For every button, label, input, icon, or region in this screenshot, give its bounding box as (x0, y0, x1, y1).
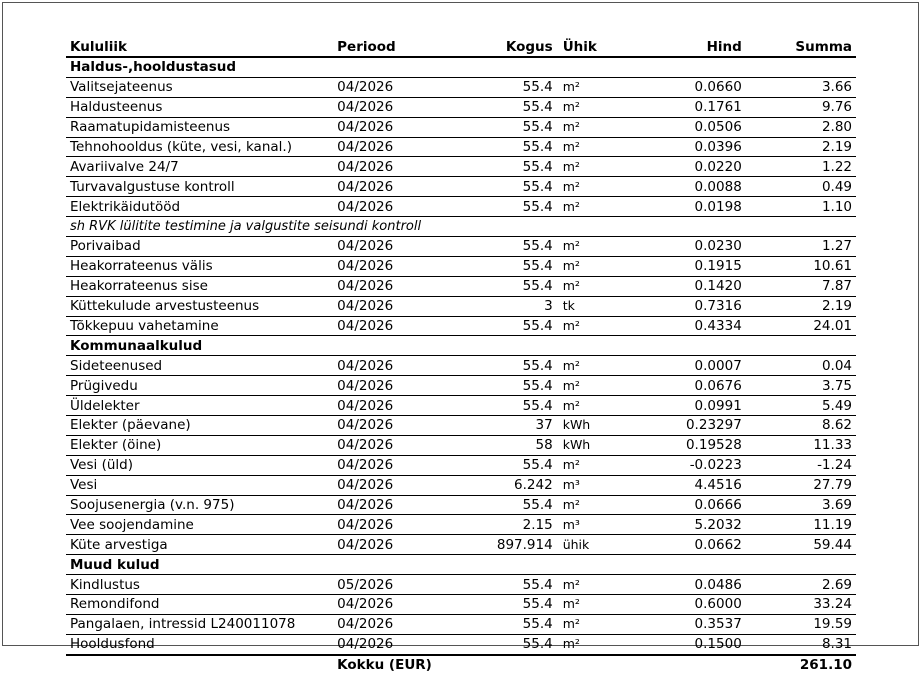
cell-period: 05/2026 (333, 575, 432, 595)
section-header-row (66, 555, 856, 575)
cell-period: 04/2026 (333, 256, 432, 276)
cell-period: 04/2026 (333, 416, 432, 436)
cell-period: 04/2026 (333, 595, 432, 615)
cell-price: 0.0991 (607, 396, 745, 416)
cell-period: 04/2026 (333, 316, 432, 336)
cell-name: Vesi (66, 475, 333, 495)
cell-sum: 59.44 (746, 535, 856, 555)
cell-unit: m² (559, 595, 608, 615)
cell-name: Vee soojendamine (66, 515, 333, 535)
cell-qty: 55.4 (432, 595, 558, 615)
cell-unit: m² (559, 495, 608, 515)
cell-qty: 55.4 (432, 634, 558, 654)
cell-unit: m² (559, 237, 608, 257)
cell-period: 04/2026 (333, 376, 432, 396)
cell-sum: 24.01 (746, 316, 856, 336)
cell-price: 0.7316 (607, 296, 745, 316)
cell-qty: 55.4 (432, 177, 558, 197)
cell-period: 04/2026 (333, 77, 432, 97)
cell-unit: m² (559, 97, 608, 117)
cell-unit: m² (559, 376, 608, 396)
cell-period: 04/2026 (333, 177, 432, 197)
cell-name: Küttekulude arvestusteenus (66, 296, 333, 316)
cell-price: 0.19528 (607, 435, 745, 455)
table-row (66, 316, 856, 336)
cell-name: Valitsejateenus (66, 77, 333, 97)
cell-sum: 5.49 (746, 396, 856, 416)
cell-price: 0.0198 (607, 197, 745, 217)
cost-table (66, 37, 856, 675)
cell-unit: ühik (559, 535, 608, 555)
cell-name: Haldusteenus (66, 97, 333, 117)
cell-price: -0.0223 (607, 455, 745, 475)
table-row (66, 276, 856, 296)
header-row (66, 37, 856, 57)
table-row (66, 77, 856, 97)
cell-qty: 6.242 (432, 475, 558, 495)
cell-sum: 33.24 (746, 595, 856, 615)
cell-price: 0.1420 (607, 276, 745, 296)
table-row (66, 435, 856, 455)
cell-period: 04/2026 (333, 276, 432, 296)
section-header-row (66, 336, 856, 356)
cell-price: 0.0486 (607, 575, 745, 595)
cell-period: 04/2026 (333, 356, 432, 376)
cell-price: 0.0662 (607, 535, 745, 555)
header-price: Hind (607, 37, 745, 57)
cell-qty: 55.4 (432, 614, 558, 634)
header-unit: Ühik (559, 37, 608, 57)
note-text: sh RVK lülitite testimine ja valgustite seisundi kontroll (66, 217, 856, 237)
cell-period: 04/2026 (333, 435, 432, 455)
cell-name: Raamatupidamisteenus (66, 117, 333, 137)
cell-sum: 2.19 (746, 296, 856, 316)
cell-period: 04/2026 (333, 535, 432, 555)
table-row (66, 515, 856, 535)
cell-name: Avariivalve 24/7 (66, 157, 333, 177)
cell-sum: 11.19 (746, 515, 856, 535)
cell-sum: 2.69 (746, 575, 856, 595)
table-row (66, 614, 856, 634)
cell-name: Tõkkepuu vahetamine (66, 316, 333, 336)
cell-period: 04/2026 (333, 117, 432, 137)
table-row (66, 396, 856, 416)
table-row (66, 356, 856, 376)
cell-name: Elekter (päevane) (66, 416, 333, 436)
cell-price: 0.1761 (607, 97, 745, 117)
cell-sum: 2.19 (746, 137, 856, 157)
cell-price: 0.0007 (607, 356, 745, 376)
cell-sum: 1.27 (746, 237, 856, 257)
cell-qty: 55.4 (432, 117, 558, 137)
table-row (66, 495, 856, 515)
table-row (66, 256, 856, 276)
cell-sum: 19.59 (746, 614, 856, 634)
table-row (66, 117, 856, 137)
cell-price: 0.0220 (607, 157, 745, 177)
cell-qty: 55.4 (432, 276, 558, 296)
cell-sum: 8.31 (746, 634, 856, 654)
cell-name: Vesi (üld) (66, 455, 333, 475)
cell-name: Üldelekter (66, 396, 333, 416)
cell-period: 04/2026 (333, 157, 432, 177)
section-title: Haldus-,hooldustasud (66, 57, 856, 77)
cell-qty: 55.4 (432, 356, 558, 376)
table-row (66, 296, 856, 316)
cell-price: 0.4334 (607, 316, 745, 336)
cell-sum: 8.62 (746, 416, 856, 436)
cell-sum: 9.76 (746, 97, 856, 117)
cell-period: 04/2026 (333, 296, 432, 316)
cell-unit: m² (559, 177, 608, 197)
cell-sum: 10.61 (746, 256, 856, 276)
cell-price: 0.0230 (607, 237, 745, 257)
header-qty: Kogus (432, 37, 558, 57)
cell-name: Soojusenergia (v.n. 975) (66, 495, 333, 515)
cell-unit: m² (559, 316, 608, 336)
cell-price: 5.2032 (607, 515, 745, 535)
cell-sum: 0.04 (746, 356, 856, 376)
cell-qty: 55.4 (432, 376, 558, 396)
cell-price: 0.0396 (607, 137, 745, 157)
section-title: Kommunaalkulud (66, 336, 856, 356)
cell-qty: 55.4 (432, 495, 558, 515)
cell-qty: 55.4 (432, 455, 558, 475)
cell-price: 0.1500 (607, 634, 745, 654)
table-row (66, 237, 856, 257)
cell-sum: 11.33 (746, 435, 856, 455)
table-row (66, 416, 856, 436)
cell-unit: m² (559, 614, 608, 634)
table-row (66, 137, 856, 157)
cell-qty: 55.4 (432, 157, 558, 177)
cell-name: Porivaibad (66, 237, 333, 257)
cell-unit: m² (559, 634, 608, 654)
total-value: 261.10 (746, 655, 856, 675)
cell-period: 04/2026 (333, 634, 432, 654)
cell-unit: m² (559, 197, 608, 217)
table-row (66, 475, 856, 495)
cell-name: Pangalaen, intressid L240011078 (66, 614, 333, 634)
cell-price: 0.0660 (607, 77, 745, 97)
table-row (66, 177, 856, 197)
header-period: Periood (333, 37, 432, 57)
table-row (66, 197, 856, 217)
section-header-row (66, 57, 856, 77)
cell-name: Remondifond (66, 595, 333, 615)
cell-period: 04/2026 (333, 475, 432, 495)
cell-unit: m² (559, 276, 608, 296)
cell-sum: 3.66 (746, 77, 856, 97)
cell-name: Tehnohooldus (küte, vesi, kanal.) (66, 137, 333, 157)
cell-unit: m² (559, 137, 608, 157)
cell-unit: m² (559, 575, 608, 595)
cell-qty: 55.4 (432, 396, 558, 416)
cell-unit: kWh (559, 416, 608, 436)
total-row (66, 655, 856, 675)
table-row (66, 595, 856, 615)
cell-sum: 3.75 (746, 376, 856, 396)
cell-qty: 55.4 (432, 197, 558, 217)
cell-price: 0.0088 (607, 177, 745, 197)
cell-sum: 1.22 (746, 157, 856, 177)
cell-unit: m² (559, 356, 608, 376)
cell-unit: tk (559, 296, 608, 316)
cell-unit: m³ (559, 475, 608, 495)
cell-price: 0.0666 (607, 495, 745, 515)
cell-period: 04/2026 (333, 237, 432, 257)
total-label: Kokku (EUR) (333, 655, 607, 675)
cell-qty: 55.4 (432, 237, 558, 257)
table-row (66, 157, 856, 177)
cell-unit: m² (559, 396, 608, 416)
cell-price: 0.6000 (607, 595, 745, 615)
cell-name: Hooldusfond (66, 634, 333, 654)
cell-unit: m² (559, 157, 608, 177)
cell-sum: 2.80 (746, 117, 856, 137)
table-row (66, 575, 856, 595)
table-row (66, 535, 856, 555)
header-sum: Summa (746, 37, 856, 57)
cell-period: 04/2026 (333, 97, 432, 117)
cell-qty: 897.914 (432, 535, 558, 555)
cell-name: Elektrikäidutööd (66, 197, 333, 217)
cell-sum: 7.87 (746, 276, 856, 296)
cell-unit: m² (559, 117, 608, 137)
cell-name: Sideteenused (66, 356, 333, 376)
cell-qty: 2.15 (432, 515, 558, 535)
cell-price: 0.0676 (607, 376, 745, 396)
cell-unit: m² (559, 77, 608, 97)
cell-price: 0.0506 (607, 117, 745, 137)
cell-period: 04/2026 (333, 495, 432, 515)
cell-unit: m³ (559, 515, 608, 535)
cell-period: 04/2026 (333, 455, 432, 475)
cell-qty: 55.4 (432, 137, 558, 157)
table-row (66, 97, 856, 117)
cell-name: Küte arvestiga (66, 535, 333, 555)
cell-unit: m² (559, 256, 608, 276)
cell-qty: 3 (432, 296, 558, 316)
section-title: Muud kulud (66, 555, 856, 575)
cell-price: 0.23297 (607, 416, 745, 436)
cell-sum: 27.79 (746, 475, 856, 495)
cell-qty: 55.4 (432, 256, 558, 276)
cell-name: Kindlustus (66, 575, 333, 595)
table-row (66, 376, 856, 396)
cell-period: 04/2026 (333, 396, 432, 416)
cell-qty: 55.4 (432, 316, 558, 336)
cell-qty: 55.4 (432, 77, 558, 97)
cell-unit: kWh (559, 435, 608, 455)
cell-name: Heakorrateenus välis (66, 256, 333, 276)
cell-qty: 37 (432, 416, 558, 436)
cell-sum: 3.69 (746, 495, 856, 515)
cell-name: Elekter (öine) (66, 435, 333, 455)
note-row (66, 217, 856, 237)
cell-name: Turvavalgustuse kontroll (66, 177, 333, 197)
cell-period: 04/2026 (333, 197, 432, 217)
cell-sum: 1.10 (746, 197, 856, 217)
cell-sum: -1.24 (746, 455, 856, 475)
cell-price: 0.1915 (607, 256, 745, 276)
cell-period: 04/2026 (333, 137, 432, 157)
cell-qty: 58 (432, 435, 558, 455)
cell-qty: 55.4 (432, 575, 558, 595)
table-row (66, 455, 856, 475)
cell-sum: 0.49 (746, 177, 856, 197)
cell-period: 04/2026 (333, 614, 432, 634)
cell-name: Heakorrateenus sise (66, 276, 333, 296)
cell-price: 0.3537 (607, 614, 745, 634)
header-name: Kululiik (66, 37, 333, 57)
cell-price: 4.4516 (607, 475, 745, 495)
cell-unit: m² (559, 455, 608, 475)
cell-period: 04/2026 (333, 515, 432, 535)
cell-qty: 55.4 (432, 97, 558, 117)
table-body (66, 57, 856, 655)
table-row (66, 634, 856, 654)
cell-name: Prügivedu (66, 376, 333, 396)
